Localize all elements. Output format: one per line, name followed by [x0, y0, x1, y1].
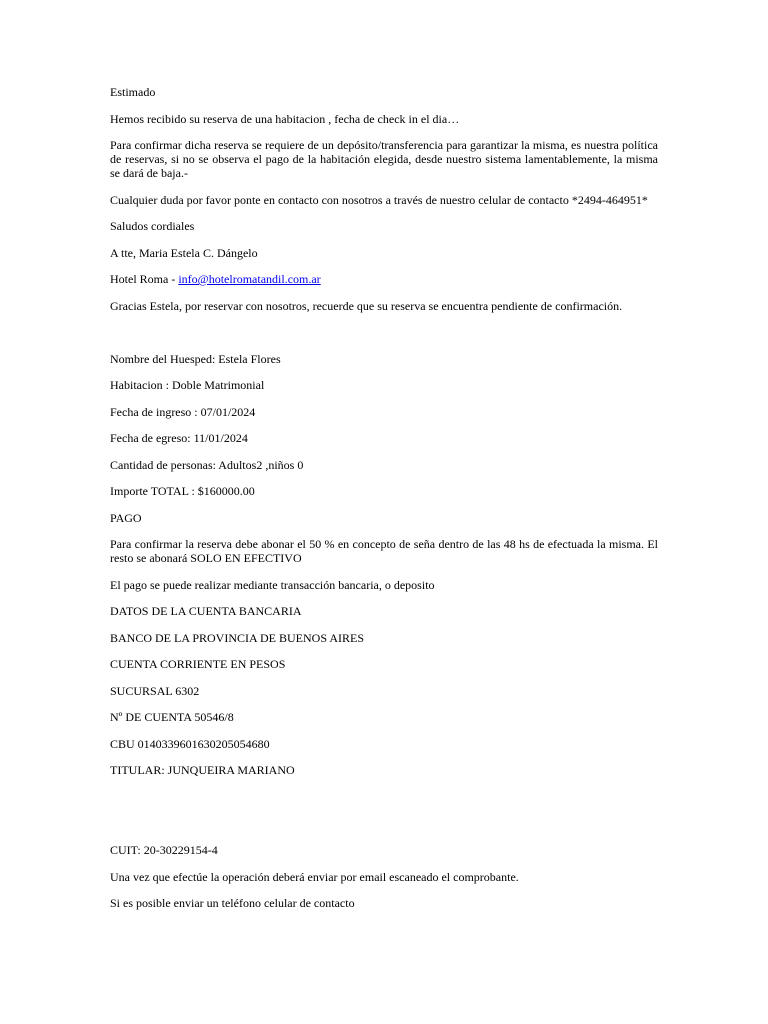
account-holder: TITULAR: JUNQUEIRA MARIANO	[110, 763, 295, 777]
account-type: CUENTA CORRIENTE EN PESOS	[110, 657, 286, 671]
hotel-line	[110, 272, 658, 286]
bank-heading: DATOS DE LA CUENTA BANCARIA	[110, 604, 302, 618]
regards: Saludos cordiales	[110, 219, 195, 233]
payment-methods: El pago se puede realizar mediante transacción bancaria, o deposito	[110, 577, 435, 592]
send-phone-instruction: Si es posible enviar un teléfono celular de contacto	[110, 896, 355, 910]
greeting: Estimado	[110, 85, 156, 99]
contact-info: Cualquier duda por favor ponte en contacto con nosotros a través de nuestro celular de contacto *2494-464951*	[110, 192, 648, 207]
reservation-received: Hemos recibido su reserva de una habitacion , fecha de check in el dia…	[110, 111, 460, 126]
hotel-name: Hotel Roma -	[110, 272, 179, 286]
cuit: CUIT: 20-30229154-4	[110, 843, 218, 857]
signature: A tte, Maria Estela C. Dángelo	[110, 245, 258, 260]
confirmation-policy: Para confirmar dicha reserva se requiere de un depósito/transferencia para garantizar la misma, es nuestra política de reservas, si no se observa el pago de la habitación elegida, desde nuestro sistema lamentablemente, la misma se dará de baja.-	[110, 138, 658, 180]
checkout-date: Fecha de egreso: 11/01/2024	[110, 431, 248, 445]
hotel-email-link[interactable]: info@hotelromatandil.com.ar	[178, 272, 321, 286]
thanks-note: Gracias Estela, por reservar con nosotros, recuerde que su reserva se encuentra pendiente de confirmación.	[110, 298, 623, 313]
checkin-date: Fecha de ingreso : 07/01/2024	[110, 404, 256, 419]
branch: SUCURSAL 6302	[110, 683, 200, 698]
bank-name: BANCO DE LA PROVINCIA DE BUENOS AIRES	[110, 630, 365, 645]
room-type: Habitacion : Doble Matrimonial	[110, 378, 265, 392]
total-amount: Importe TOTAL : $160000.00	[110, 484, 255, 498]
document-page	[110, 85, 658, 910]
guest-name: Nombre del Huesped: Estela Flores	[110, 351, 281, 366]
account-number: Nº DE CUENTA 50546/8	[110, 710, 234, 724]
payment-heading: PAGO	[110, 510, 142, 525]
deposit-rule: Para confirmar la reserva debe abonar el 50 % en concepto de seña dentro de las 48 hs de efectuada la misma. El resto se abonará SOLO EN EFECTIVO	[110, 537, 658, 565]
cbu: CBU 0140339601630205054680	[110, 736, 270, 751]
send-receipt-instruction: Una vez que efectúe la operación deberá enviar por email escaneado el comprobante.	[110, 869, 519, 884]
guest-count: Cantidad de personas: Adultos2 ,niños 0	[110, 457, 304, 472]
